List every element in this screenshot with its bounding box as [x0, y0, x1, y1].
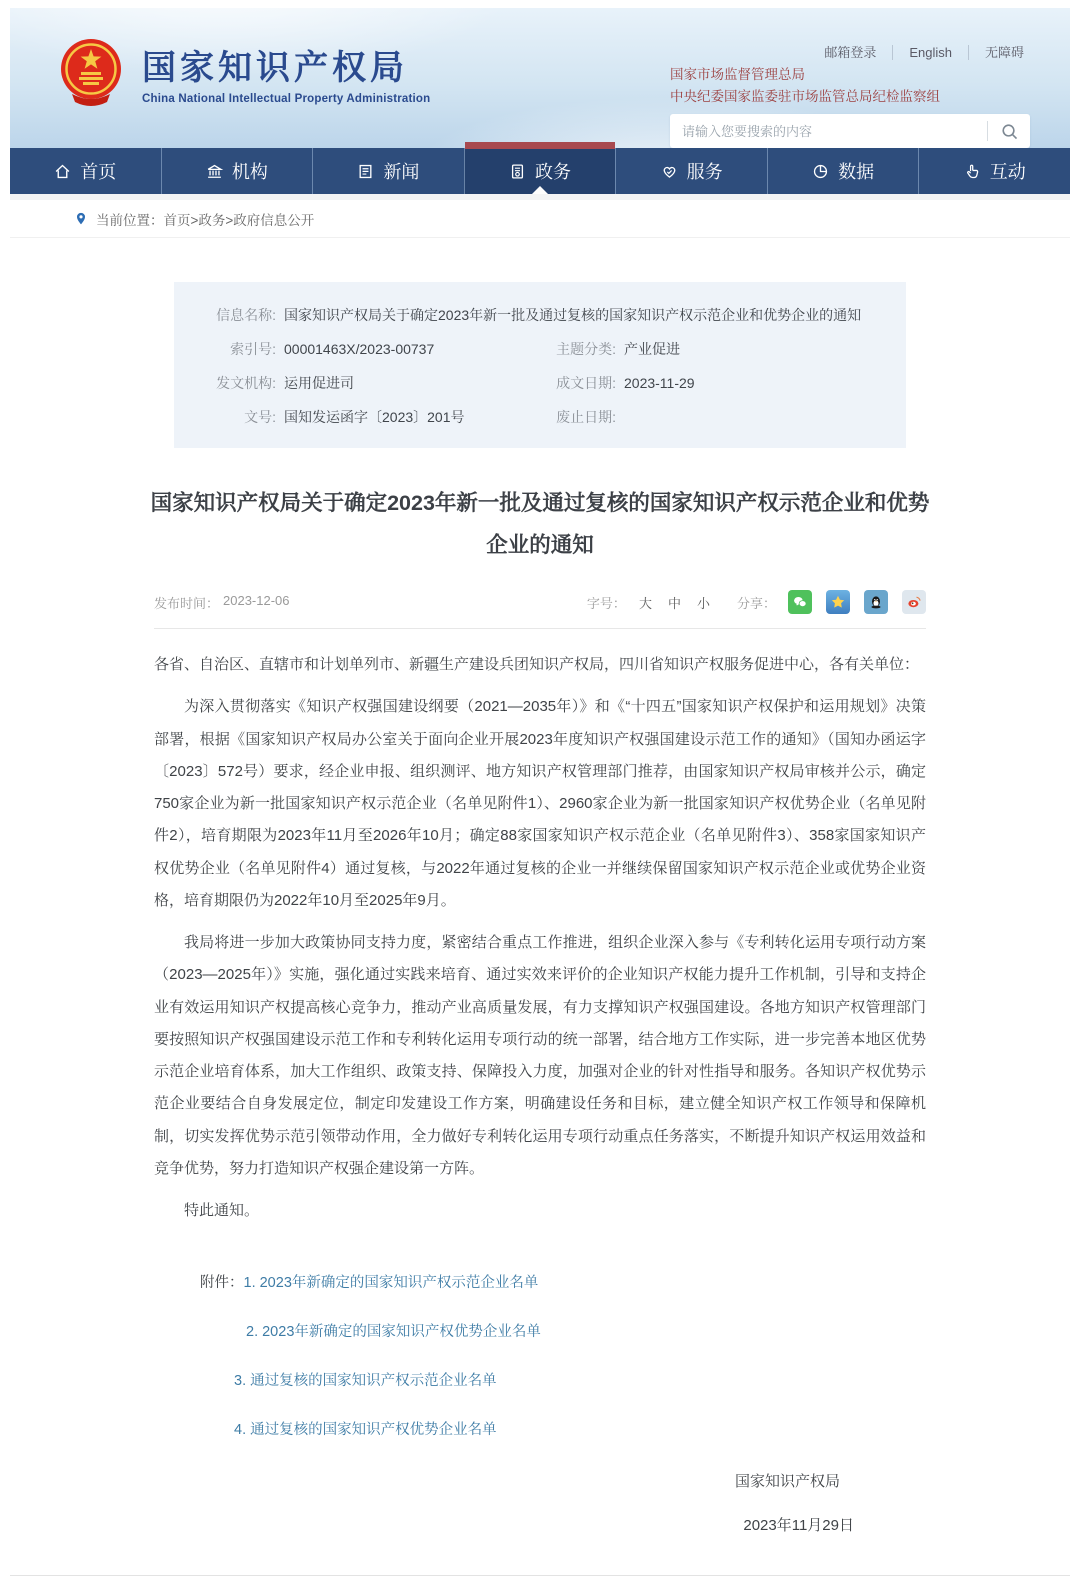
- nav-item-label: 服务: [686, 162, 723, 182]
- qq-share-icon[interactable]: [864, 590, 888, 614]
- nav-item-government-affairs[interactable]: [464, 148, 616, 194]
- search-button[interactable]: [988, 114, 1030, 148]
- nav-item-label: 数据: [838, 162, 875, 182]
- publish-time-value: 2023-12-06: [223, 592, 290, 608]
- nav-item-label: 首页: [80, 162, 117, 182]
- main-nav: [10, 148, 1070, 194]
- home-icon: [54, 163, 71, 180]
- attachment-link-2[interactable]: 2. 2023年新确定的国家知识产权优势企业名单: [246, 1324, 541, 1341]
- attachment-link-1[interactable]: 1. 2023年新确定的国家知识产权示范企业名单: [243, 1275, 539, 1292]
- search-box: [670, 114, 1030, 148]
- publish-time-label: 发布时间：: [154, 595, 220, 611]
- article-meta-row: [154, 590, 926, 629]
- signature-block: [154, 1467, 926, 1541]
- signature-org: 国家知识产权局: [734, 1473, 840, 1491]
- location-pin-icon: [74, 211, 88, 226]
- breadcrumb-label: 当前位置：: [96, 212, 164, 228]
- service-heart-icon: [661, 163, 678, 180]
- english-link[interactable]: English: [892, 45, 968, 60]
- interact-hand-icon: [964, 163, 981, 180]
- nav-item-news[interactable]: [312, 148, 464, 194]
- info-label: 文号:: [244, 409, 276, 425]
- info-row-docnum: [200, 400, 880, 434]
- font-size-medium[interactable]: 中: [667, 595, 681, 611]
- discipline-inspection-link[interactable]: 中央纪委国家监委驻市场监管总局纪检监察组: [670, 89, 940, 104]
- signature-date: 2023年11月29日: [743, 1517, 854, 1535]
- news-icon: [357, 163, 374, 180]
- info-label: 废止日期:: [556, 409, 616, 425]
- breadcrumb: [10, 200, 1070, 238]
- nav-item-label: 新闻: [383, 162, 420, 182]
- article-content: [10, 282, 1070, 1581]
- share-label: 分享：: [736, 595, 776, 611]
- gov-doc-icon: [509, 163, 526, 180]
- nav-item-label: 机构: [231, 162, 268, 182]
- nav-item-home[interactable]: [10, 148, 161, 194]
- weibo-share-icon[interactable]: [902, 590, 926, 614]
- font-size-small[interactable]: 小: [696, 595, 710, 611]
- body-paragraph-1: 为深入贯彻落实《知识产权强国建设纲要（2021—2035年）》和《“十四五”国家知识产权保护和运用规划》决策部署，根据《国家知识产权局办公室关于面向企业开展2023年度知识产权强国建设示范工作的通知》（国知办函运字〔2023〕572号）要求，经企业申报、组织测评、地方知识产权管理部门推荐，由国家知识产权局审核并公示，确定750家企业为新一批国家知识产权示范企业（名单见附件1）、2960家企业为新一批国家知识产权优势企业（名单见附件2），培育期限为2023年11月至2026年10月；确定88家国家知识产权示范企业（名单见附件3）、358家国家知识产权优势企业（名单见附件4）通过复核，与2022年通过复核的企业一并继续保留国家知识产权示范企业或优势企业资格，培育期限仍为2022年10月至2025年9月。: [154, 698, 926, 909]
- related-org-links: [670, 64, 940, 108]
- body-paragraph-2: 我局将进一步加大政策协同支持力度，紧密结合重点工作推进，组织企业深入参与《专利转化运用专项行动方案（2023—2025年）》实施，强化通过实践来培育、通过实效来评价的企业知识产权能力提升工作机制，引导和支持企业有效运用知识产权提高核心竞争力，推动产业高质量发展，有力支撑知识产权强国建设。各地方知识产权管理部门要按照知识产权强国建设示范工作和专利转化运用专项行动的统一部署，结合地方工作实际，进一步完善本地区优势示范企业培育体系，加大工作组织、政策支持、保障投入力度，加强对企业的针对性指导和服务。各知识产权优势示范企业要结合自身发展定位，制定印发建设工作方案，明确建设任务和目标，建立健全知识产权工作领导和保障机制，切实发挥优势示范引领带动作用，全力做好专利转化运用专项行动重点任务落实，不断提升知识产权运用效益和竞争优势，努力打造知识产权强企建设第一方阵。: [154, 934, 926, 1177]
- breadcrumb-path[interactable]: 首页>政务>政府信息公开: [163, 212, 315, 228]
- info-label: 发文机构:: [216, 375, 276, 391]
- nav-item-orgs[interactable]: [161, 148, 313, 194]
- info-value: [616, 400, 624, 434]
- page-title: 国家知识产权局关于确定2023年新一批及通过复核的国家知识产权示范企业和优势企业的通知: [150, 491, 930, 557]
- footer-divider: [10, 1575, 1070, 1581]
- attachments-section: [154, 1271, 926, 1439]
- info-value: 2023-11-29: [624, 375, 695, 391]
- font-size-large[interactable]: 大: [638, 595, 652, 611]
- data-pie-icon: [812, 163, 829, 180]
- info-value: 国家知识产权局关于确定2023年新一批及通过复核的国家知识产权示范企业和优势企业的通知: [284, 307, 862, 323]
- qzone-share-icon[interactable]: [826, 590, 850, 614]
- info-label: 信息名称:: [216, 307, 276, 323]
- samr-link[interactable]: 国家市场监督管理总局: [670, 67, 805, 82]
- site-title: 国家知识产权局: [142, 48, 408, 87]
- nav-item-label: 互动: [989, 162, 1026, 182]
- info-label: 成文日期:: [556, 375, 616, 391]
- mail-login-link[interactable]: 邮箱登录: [824, 45, 877, 60]
- font-size-label: 字号：: [586, 595, 626, 611]
- site-subtitle: China National Intellectual Property Administration: [142, 92, 431, 105]
- breadcrumb-band: [10, 194, 1070, 238]
- article-body: [154, 649, 926, 1227]
- info-value: 国知发运函字〔2023〕201号: [284, 409, 465, 425]
- attachment-link-3[interactable]: 3. 通过复核的国家知识产权示范企业名单: [234, 1373, 497, 1390]
- top-utility-links: [808, 42, 1040, 61]
- info-row-index: [200, 332, 880, 366]
- nav-item-services[interactable]: [615, 148, 767, 194]
- magnifier-icon: [1000, 122, 1019, 141]
- info-value: 00001463X/2023-00737: [284, 341, 435, 357]
- nav-item-label: 政务: [535, 162, 572, 182]
- wechat-share-icon[interactable]: [788, 590, 812, 614]
- info-value: 运用促进司: [284, 375, 354, 391]
- bank-icon: [206, 163, 223, 180]
- document-info-table: [174, 282, 906, 448]
- attachment-link-4[interactable]: 4. 通过复核的国家知识产权优势企业名单: [234, 1422, 497, 1439]
- nav-item-data[interactable]: [767, 148, 919, 194]
- nav-item-interaction[interactable]: [918, 148, 1070, 194]
- info-row-issuer: [200, 366, 880, 400]
- closing-paragraph: 特此通知。: [184, 1202, 260, 1219]
- info-label: 索引号:: [230, 341, 276, 357]
- national-emblem-icon: [58, 36, 124, 108]
- accessibility-link[interactable]: 无障碍: [968, 45, 1040, 60]
- site-banner: [10, 8, 1070, 148]
- info-label: 主题分类:: [556, 341, 616, 357]
- info-row-name: [200, 298, 880, 332]
- info-value: 产业促进: [624, 341, 680, 357]
- attachments-label: 附件：: [200, 1275, 244, 1292]
- salutation-paragraph: 各省、自治区、直辖市和计划单列市、新疆生产建设兵团知识产权局，四川省知识产权服务促进中心，各有关单位：: [154, 656, 920, 673]
- site-brand[interactable]: [58, 36, 430, 108]
- search-input[interactable]: [670, 124, 987, 139]
